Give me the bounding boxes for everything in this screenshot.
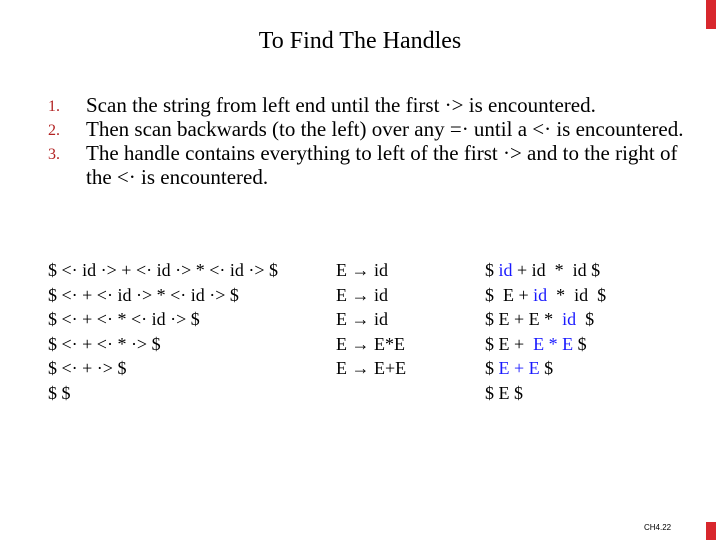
- production-row: E → E+E: [336, 358, 407, 378]
- step-item: [48, 141, 688, 189]
- accent-bar-top: [706, 0, 716, 29]
- form-segment: $: [573, 333, 587, 354]
- sentential-form-row: [485, 381, 606, 406]
- form-segment: + id * id $: [512, 260, 601, 280]
- production-row: E → id: [336, 260, 388, 280]
- sentential-form-row: [485, 332, 606, 357]
- handle-segment: id: [562, 309, 577, 329]
- handle-segment: id: [533, 284, 548, 305]
- stack-row: $ <· id ·> + <· id ·> * <· id ·> $: [48, 260, 279, 280]
- accent-bar-bottom: [706, 522, 716, 540]
- production-row: E → id: [336, 284, 388, 305]
- stack-row: $ <· + <· * <· id ·> $: [48, 309, 200, 329]
- sentential-form-row: [485, 307, 606, 332]
- step-number: 1.: [48, 98, 60, 115]
- steps-list: [48, 93, 688, 189]
- sentential-form-row: [485, 283, 606, 308]
- step-item: [48, 93, 688, 117]
- production-row: E → E*E: [336, 333, 405, 354]
- form-segment: $: [539, 358, 554, 378]
- slide-footer: CH4.22: [644, 523, 672, 532]
- stack-row: $ $: [48, 382, 71, 403]
- production-row: E → id: [336, 309, 388, 329]
- stack-row: $ <· + <· * ·> $: [48, 333, 161, 354]
- form-segment: $ E +: [485, 333, 534, 354]
- handle-segment: E + E: [498, 358, 540, 378]
- step-text: The handle contains everything to left of the first ·> and to the right of the <· is encountered.: [86, 141, 678, 189]
- slide-title: To Find The Handles: [258, 28, 462, 54]
- handle-segment: id: [498, 260, 513, 280]
- stack-row: $ <· + ·> $: [48, 358, 127, 378]
- sentential-form-row: [485, 356, 606, 381]
- stack-row: $ <· + <· id ·> * <· id ·> $: [48, 284, 239, 305]
- step-number: 2.: [48, 122, 60, 139]
- step-text: Then scan backwards (to the left) over any =· until a <· is encountered.: [86, 117, 684, 141]
- step-text: Scan the string from left end until the first ·> is encountered.: [86, 93, 596, 117]
- sentential-form-row: [485, 258, 606, 283]
- form-segment: $ E + E *: [485, 309, 563, 329]
- form-segment: $: [576, 309, 595, 329]
- form-segment: * id $: [547, 284, 607, 305]
- form-segment: $ E +: [485, 284, 534, 305]
- sentential-form-column: [485, 258, 606, 405]
- step-item: [48, 117, 688, 141]
- production-column: [336, 258, 406, 381]
- form-segment: $ E $: [485, 382, 523, 403]
- stack-column: [48, 258, 278, 405]
- step-number: 3.: [48, 146, 60, 163]
- handle-segment: E * E: [533, 333, 574, 354]
- form-segment: $: [485, 260, 499, 280]
- form-segment: $: [485, 358, 499, 378]
